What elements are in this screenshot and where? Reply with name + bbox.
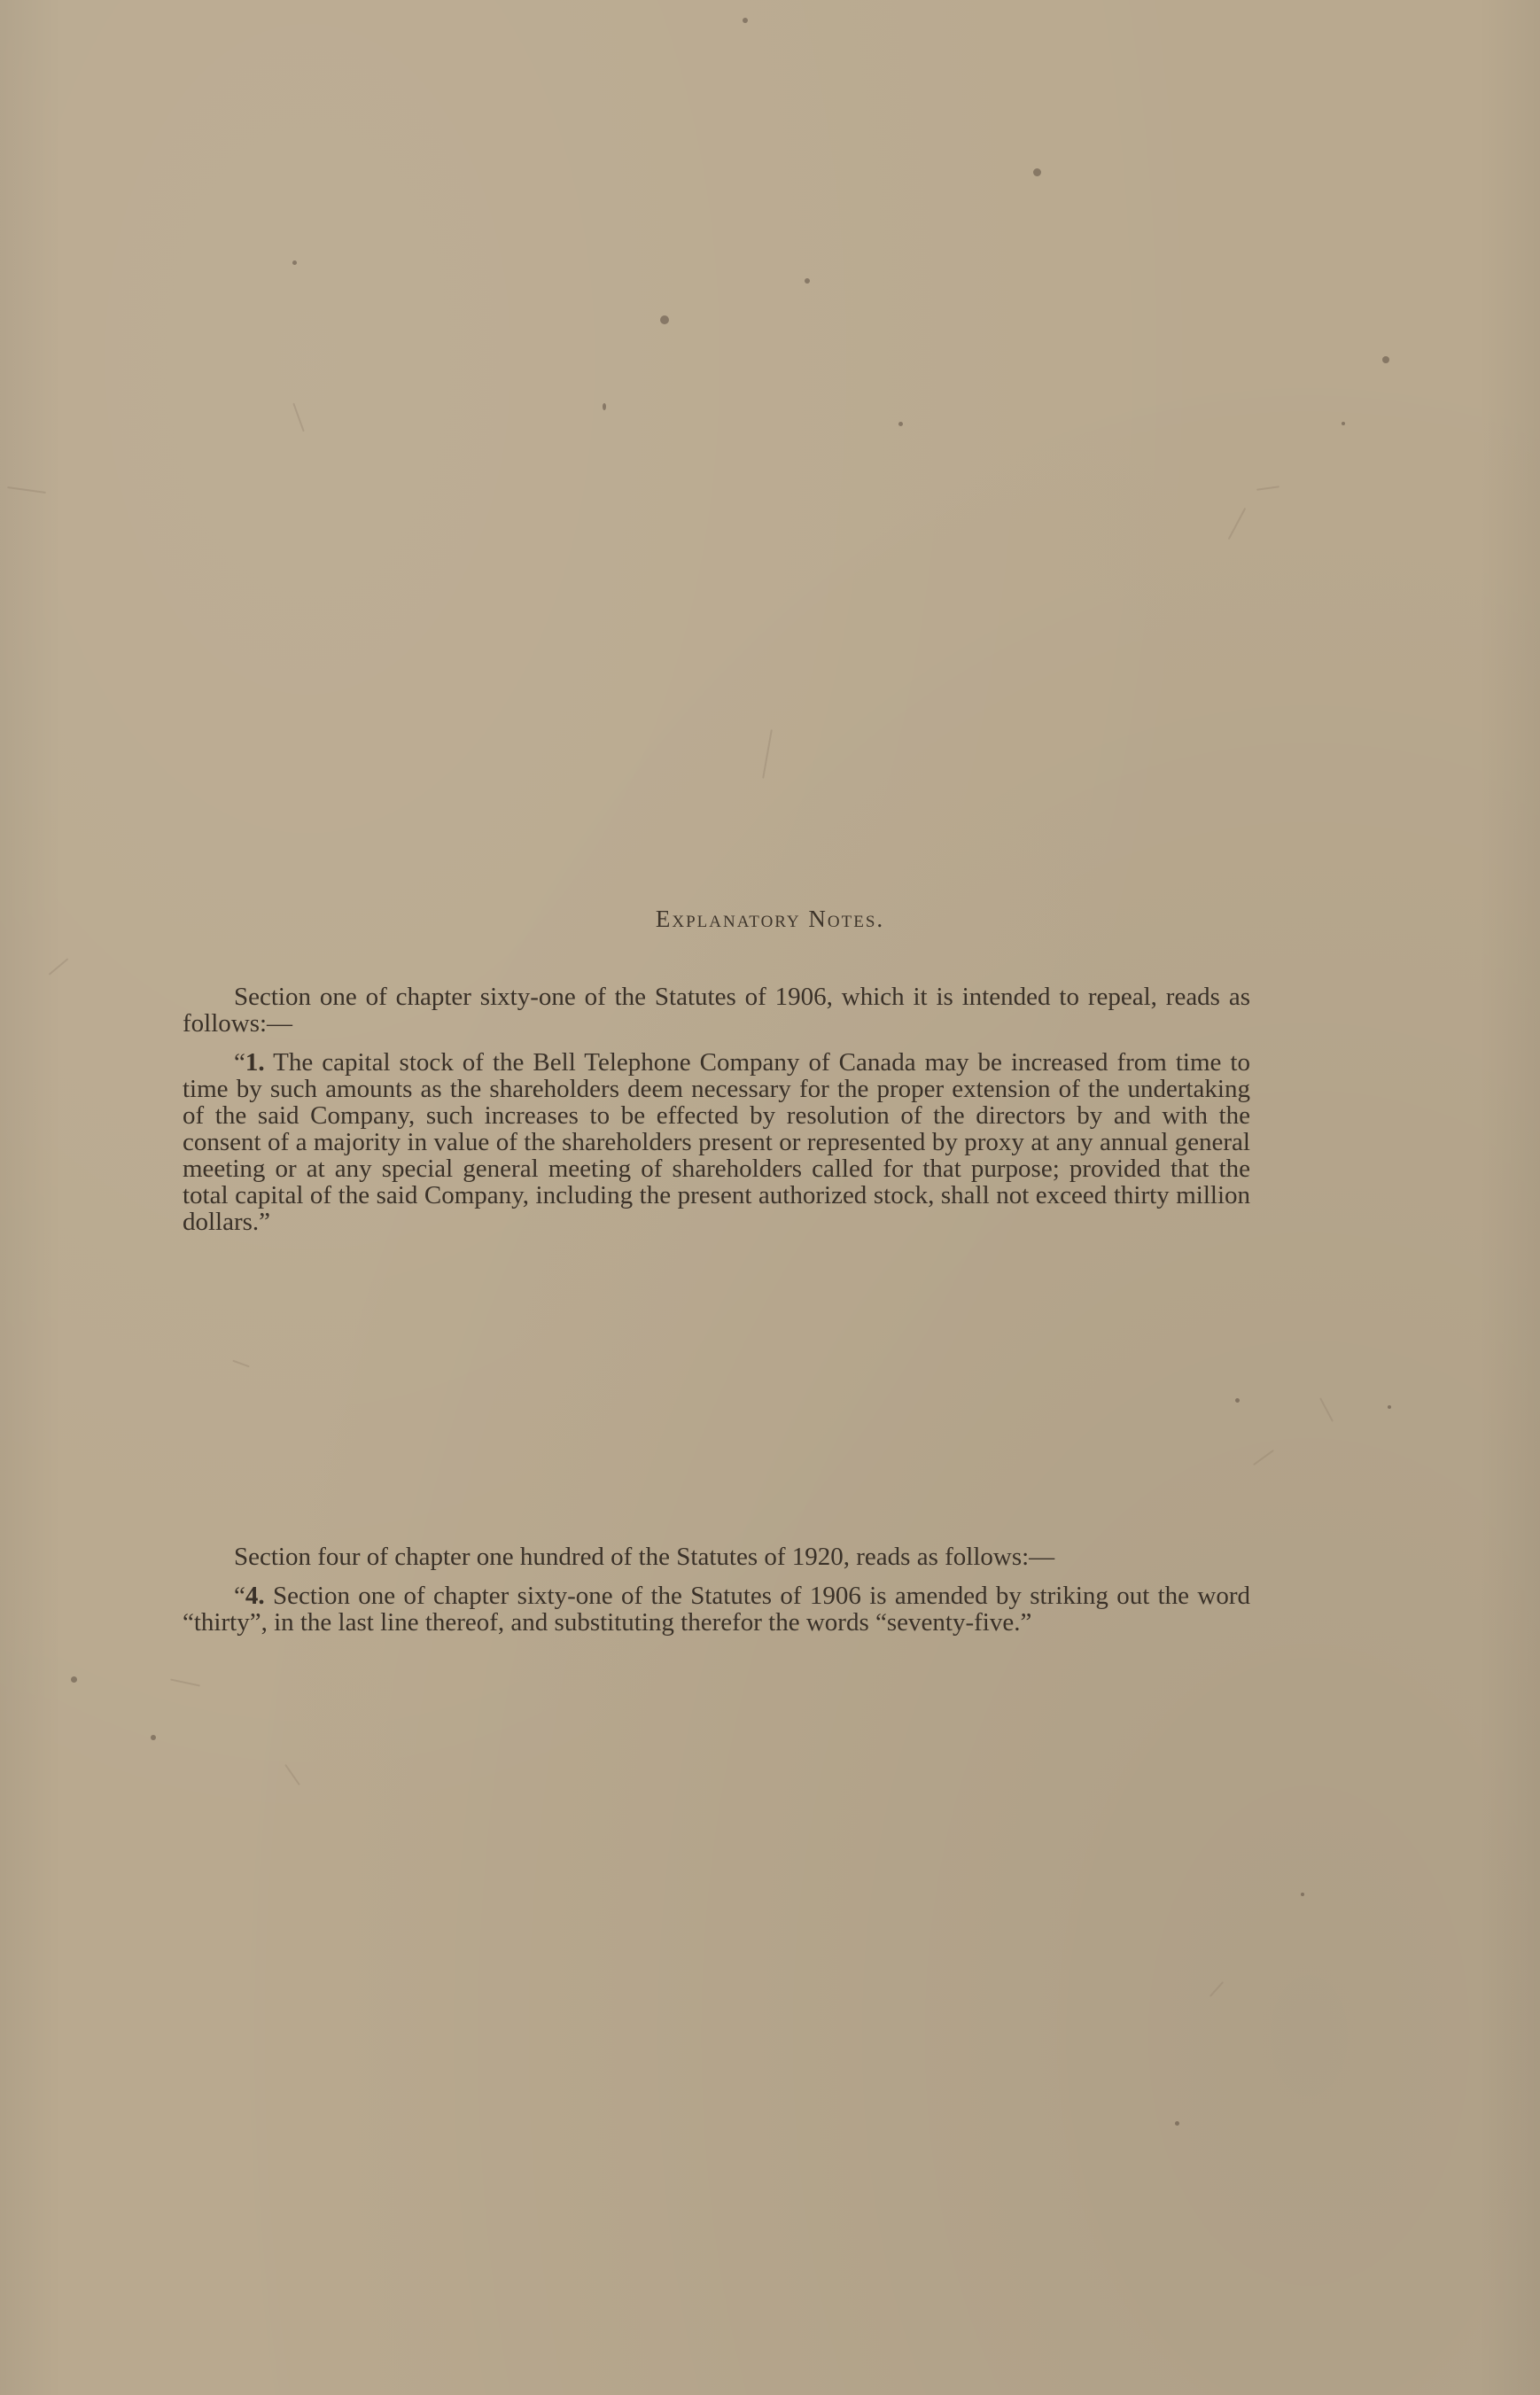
paper-fiber — [292, 403, 305, 432]
paper-fiber — [49, 958, 69, 976]
paper-speck — [898, 422, 903, 426]
paper-fiber — [762, 729, 773, 778]
note-1-quote-open: “ — [234, 1048, 245, 1077]
paper-speck — [660, 315, 669, 324]
paper-speck — [292, 260, 297, 265]
note-2-block — [183, 1544, 1250, 1636]
paper-speck — [1342, 422, 1345, 425]
paper-speck — [1235, 1398, 1240, 1403]
paper-speck — [71, 1676, 77, 1683]
paper-speck — [1388, 1405, 1391, 1409]
note-1-quote-text: The capital stock of the Bell Telephone Company of Canada may be increased from time to time by such amounts as the shareholders deem necessary for the proper extension of the undertaking of the said Company, such increases to be effected by resolution of the directors by and with the consent of a majority in value of the shareholders present or represented by proxy at any annual general meeting or at any special general meeting of shareholders called for that purpose; provided that the total capital of the said Company, including the present authorized stock, shall not exceed thirty million dollars.” — [183, 1048, 1250, 1236]
explanatory-notes-heading: Explanatory Notes. — [655, 906, 885, 932]
note-2-quote-open: “ — [234, 1582, 245, 1610]
paper-fiber — [170, 1678, 200, 1686]
paper-fiber — [1319, 1397, 1334, 1421]
note-1-intro: Section one of chapter sixty-one of the Statutes of 1906, which it is intended to repeal, reads as follows:— — [183, 983, 1250, 1038]
note-1-block — [183, 984, 1250, 1235]
paper-fiber — [1209, 1981, 1224, 1997]
note-2-intro: Section four of chapter one hundred of the Statutes of 1920, reads as follows:— — [234, 1543, 1055, 1571]
note-2-quoted-section — [183, 1582, 1250, 1636]
paper-speck — [1033, 168, 1041, 176]
paper-speck — [805, 278, 810, 284]
paper-fiber — [1256, 486, 1279, 491]
paper-speck — [603, 403, 606, 410]
paper-fiber — [232, 1360, 249, 1368]
paper-fiber — [7, 486, 46, 494]
note-1-section-number: 1. — [245, 1048, 265, 1077]
paper-fiber — [1228, 508, 1247, 540]
paper-fiber — [1253, 1450, 1274, 1466]
note-2-quote-text: Section one of chapter sixty-one of the Statutes of 1906 is amended by striking out the word “thirty”, in the last line thereof, and substituting therefor the words “seventy-five.” — [183, 1582, 1250, 1637]
note-1-quoted-section — [183, 1049, 1250, 1235]
paper-speck — [151, 1735, 156, 1740]
paper-speck — [1301, 1893, 1304, 1896]
paper-speck — [1382, 356, 1389, 363]
paper-fiber — [284, 1764, 300, 1785]
note-2-section-number: 4. — [245, 1582, 265, 1610]
paper-speck — [743, 18, 748, 23]
paper-speck — [1175, 2121, 1179, 2126]
